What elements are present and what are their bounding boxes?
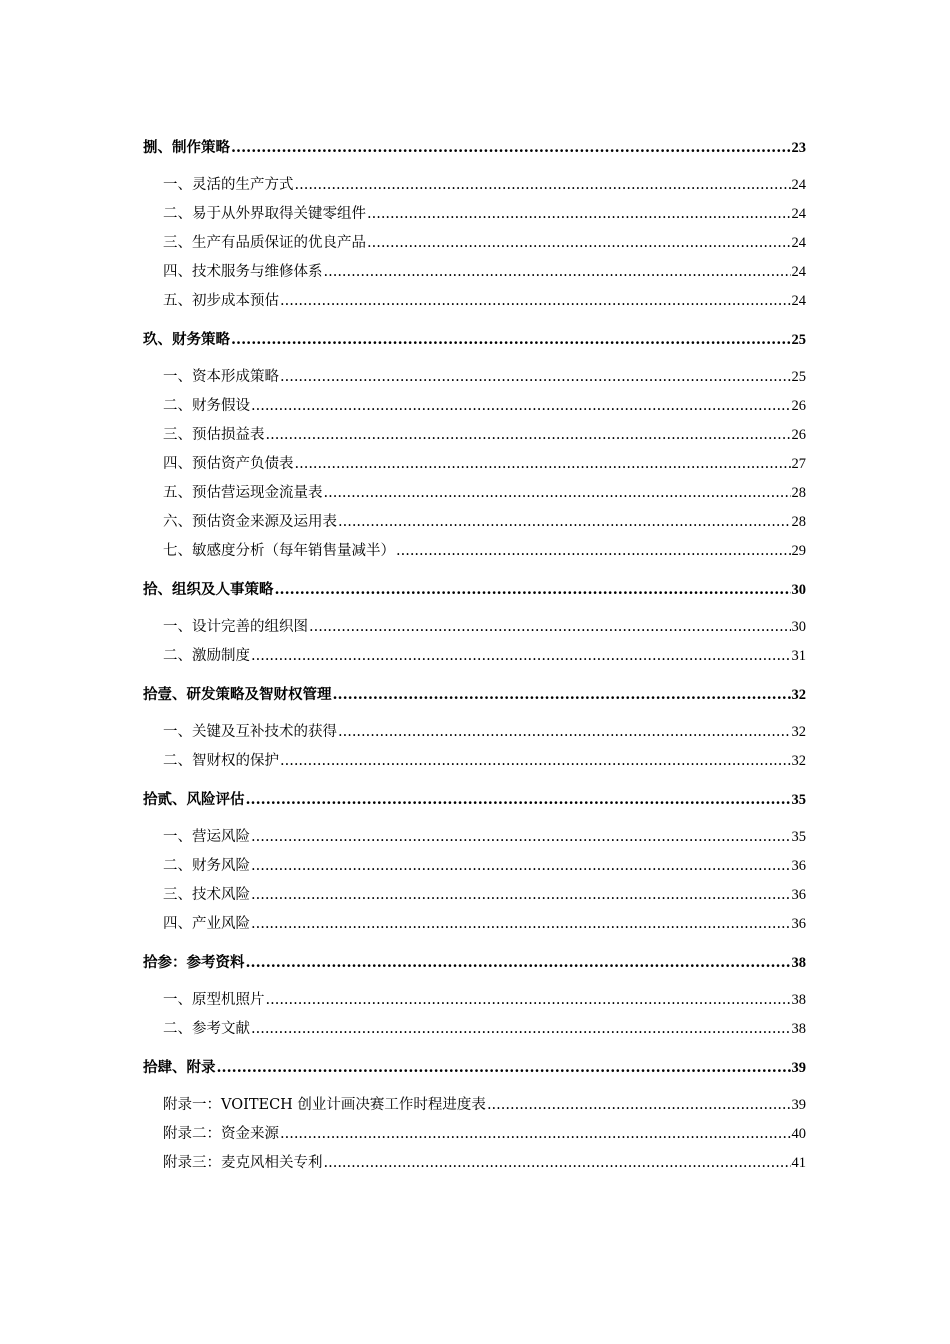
toc-page-number: 25 xyxy=(791,369,806,385)
toc-subsection[interactable] xyxy=(143,881,806,910)
toc-entry-label: 四、产业风险 xyxy=(163,916,250,932)
toc-page-number: 40 xyxy=(791,1126,806,1142)
dot-leader xyxy=(251,852,791,881)
toc-section-heading[interactable] xyxy=(143,133,806,162)
toc-subsection[interactable] xyxy=(143,229,806,258)
dot-leader xyxy=(251,881,791,910)
toc-subsection[interactable] xyxy=(143,910,806,939)
toc-entry-label: 一、原型机照片 xyxy=(163,992,265,1008)
toc-subsection[interactable] xyxy=(143,747,806,776)
toc-subsection[interactable] xyxy=(143,421,806,450)
toc-subsection[interactable] xyxy=(143,479,806,508)
toc-entry-label: 附录三：麦克风相关专利 xyxy=(163,1155,323,1171)
toc-entry-label: 一、灵活的生产方式 xyxy=(163,177,294,193)
toc-page-number: 30 xyxy=(791,619,806,635)
toc-page-number: 24 xyxy=(791,293,806,309)
dot-leader xyxy=(280,747,791,776)
toc-entry-label: 一、营运风险 xyxy=(163,829,250,845)
toc-page-number: 24 xyxy=(791,177,806,193)
toc-entry-label: 三、生产有品质保证的优良产品 xyxy=(163,235,366,251)
toc-subsection[interactable] xyxy=(143,1091,806,1120)
toc-subsection[interactable] xyxy=(143,392,806,421)
toc-entry-label: 拾壹、研发策略及智财权管理 xyxy=(143,686,332,703)
toc-page-number: 28 xyxy=(791,514,806,530)
toc-page-number: 36 xyxy=(791,887,806,903)
dot-leader xyxy=(251,392,791,421)
toc-entry-label: 二、智财权的保护 xyxy=(163,753,279,769)
toc-page-number: 27 xyxy=(791,456,806,472)
toc-subsection[interactable] xyxy=(143,642,806,671)
dot-leader xyxy=(295,450,791,479)
toc-entry-label: 四、技术服务与维修体系 xyxy=(163,264,323,280)
dot-leader xyxy=(251,823,791,852)
toc-page-number: 29 xyxy=(791,543,806,559)
dot-leader xyxy=(251,910,791,939)
toc-page-number: 24 xyxy=(791,206,806,222)
toc-page-number: 24 xyxy=(791,264,806,280)
dot-leader xyxy=(231,325,791,354)
dot-leader xyxy=(396,537,791,566)
toc-section-heading[interactable] xyxy=(143,575,806,604)
toc-page-number: 31 xyxy=(791,648,806,664)
toc-entry-label: 二、易于从外界取得关键零组件 xyxy=(163,206,366,222)
dot-leader xyxy=(324,479,791,508)
toc-entry-label: 七、敏感度分析（每年销售量减半） xyxy=(163,543,395,559)
toc-entry-label: 三、预估损益表 xyxy=(163,427,265,443)
toc-subsection[interactable] xyxy=(143,718,806,747)
toc-entry-label: 四、预估资产负债表 xyxy=(163,456,294,472)
toc-subsection[interactable] xyxy=(143,258,806,287)
toc-page-number: 36 xyxy=(791,858,806,874)
toc-page-number: 32 xyxy=(791,687,806,703)
dot-leader xyxy=(266,986,791,1015)
toc-subsection[interactable] xyxy=(143,823,806,852)
toc-entry-label: 五、初步成本预估 xyxy=(163,293,279,309)
toc-entry-label: 附录二：资金来源 xyxy=(163,1126,279,1142)
toc-entry-label: 二、财务风险 xyxy=(163,858,250,874)
toc-subsection[interactable] xyxy=(143,287,806,316)
toc-page-number: 35 xyxy=(791,792,806,808)
dot-leader xyxy=(280,363,791,392)
dot-leader xyxy=(280,1120,791,1149)
toc-entry-label: 三、技术风险 xyxy=(163,887,250,903)
dot-leader xyxy=(251,1015,791,1044)
toc-entry-label: 拾贰、风险评估 xyxy=(143,791,245,808)
toc-subsection[interactable] xyxy=(143,171,806,200)
toc-subsection[interactable] xyxy=(143,986,806,1015)
toc-subsection[interactable] xyxy=(143,450,806,479)
dot-leader xyxy=(367,229,791,258)
toc-entry-label: 二、激励制度 xyxy=(163,648,250,664)
toc-subsection[interactable] xyxy=(143,537,806,566)
toc-entry-label: 一、设计完善的组织图 xyxy=(163,619,308,635)
dot-leader xyxy=(231,133,791,162)
toc-page-number: 36 xyxy=(791,916,806,932)
dot-leader xyxy=(246,948,791,977)
toc-section-heading[interactable] xyxy=(143,680,806,709)
toc-entry-label: 拾、组织及人事策略 xyxy=(143,581,274,598)
dot-leader xyxy=(487,1091,791,1120)
dot-leader xyxy=(367,200,791,229)
toc-section-heading[interactable] xyxy=(143,785,806,814)
dot-leader xyxy=(246,785,791,814)
toc-entry-label: 二、财务假设 xyxy=(163,398,250,414)
toc-section-heading[interactable] xyxy=(143,325,806,354)
toc-entry-label: 六、预估资金来源及运用表 xyxy=(163,514,337,530)
toc-subsection[interactable] xyxy=(143,1015,806,1044)
dot-leader xyxy=(266,421,791,450)
toc-page-number: 25 xyxy=(791,332,806,348)
toc-page-number: 38 xyxy=(791,955,806,971)
toc-page-number: 23 xyxy=(791,140,806,156)
toc-page-number: 41 xyxy=(791,1155,806,1171)
dot-leader xyxy=(280,287,791,316)
toc-entry-label: 一、关键及互补技术的获得 xyxy=(163,724,337,740)
toc-page-number: 38 xyxy=(791,992,806,1008)
toc-page-number: 30 xyxy=(791,582,806,598)
toc-entry-label: 拾参：参考资料 xyxy=(143,954,245,971)
dot-leader xyxy=(251,642,791,671)
dot-leader xyxy=(324,1149,791,1178)
toc-section-heading[interactable] xyxy=(143,1053,806,1082)
dot-leader xyxy=(324,258,791,287)
toc-page-number: 39 xyxy=(791,1097,806,1113)
dot-leader xyxy=(295,171,791,200)
toc-subsection[interactable] xyxy=(143,200,806,229)
toc-page-number: 24 xyxy=(791,235,806,251)
toc-page-number: 28 xyxy=(791,485,806,501)
toc-entry-label: 五、预估营运现金流量表 xyxy=(163,485,323,501)
toc-subsection[interactable] xyxy=(143,1149,806,1178)
toc-page-number: 38 xyxy=(791,1021,806,1037)
toc-subsection[interactable] xyxy=(143,1120,806,1149)
dot-leader xyxy=(333,680,791,709)
dot-leader xyxy=(338,718,791,747)
toc-page-number: 32 xyxy=(791,724,806,740)
toc-entry-label: 附录一：VOITECH 创业计画决赛工作时程进度表 xyxy=(163,1097,486,1113)
toc-entry-label: 一、资本形成策略 xyxy=(163,369,279,385)
toc-page-number: 35 xyxy=(791,829,806,845)
toc-page-number: 26 xyxy=(791,398,806,414)
toc-entry-label: 玖、财务策略 xyxy=(143,331,230,348)
toc-subsection[interactable] xyxy=(143,363,806,392)
toc-subsection[interactable] xyxy=(143,613,806,642)
toc-section-heading[interactable] xyxy=(143,948,806,977)
toc-subsection[interactable] xyxy=(143,508,806,537)
dot-leader xyxy=(217,1053,791,1082)
toc-page-number: 26 xyxy=(791,427,806,443)
toc-entry-label: 拾肆、附录 xyxy=(143,1059,216,1076)
toc-subsection[interactable] xyxy=(143,852,806,881)
toc-page-number: 39 xyxy=(791,1060,806,1076)
dot-leader xyxy=(338,508,791,537)
toc-entry-label: 捌、制作策略 xyxy=(143,139,230,156)
dot-leader xyxy=(309,613,791,642)
table-of-contents xyxy=(143,133,806,1178)
toc-page-number: 32 xyxy=(791,753,806,769)
dot-leader xyxy=(275,575,791,604)
toc-entry-label: 二、参考文献 xyxy=(163,1021,250,1037)
